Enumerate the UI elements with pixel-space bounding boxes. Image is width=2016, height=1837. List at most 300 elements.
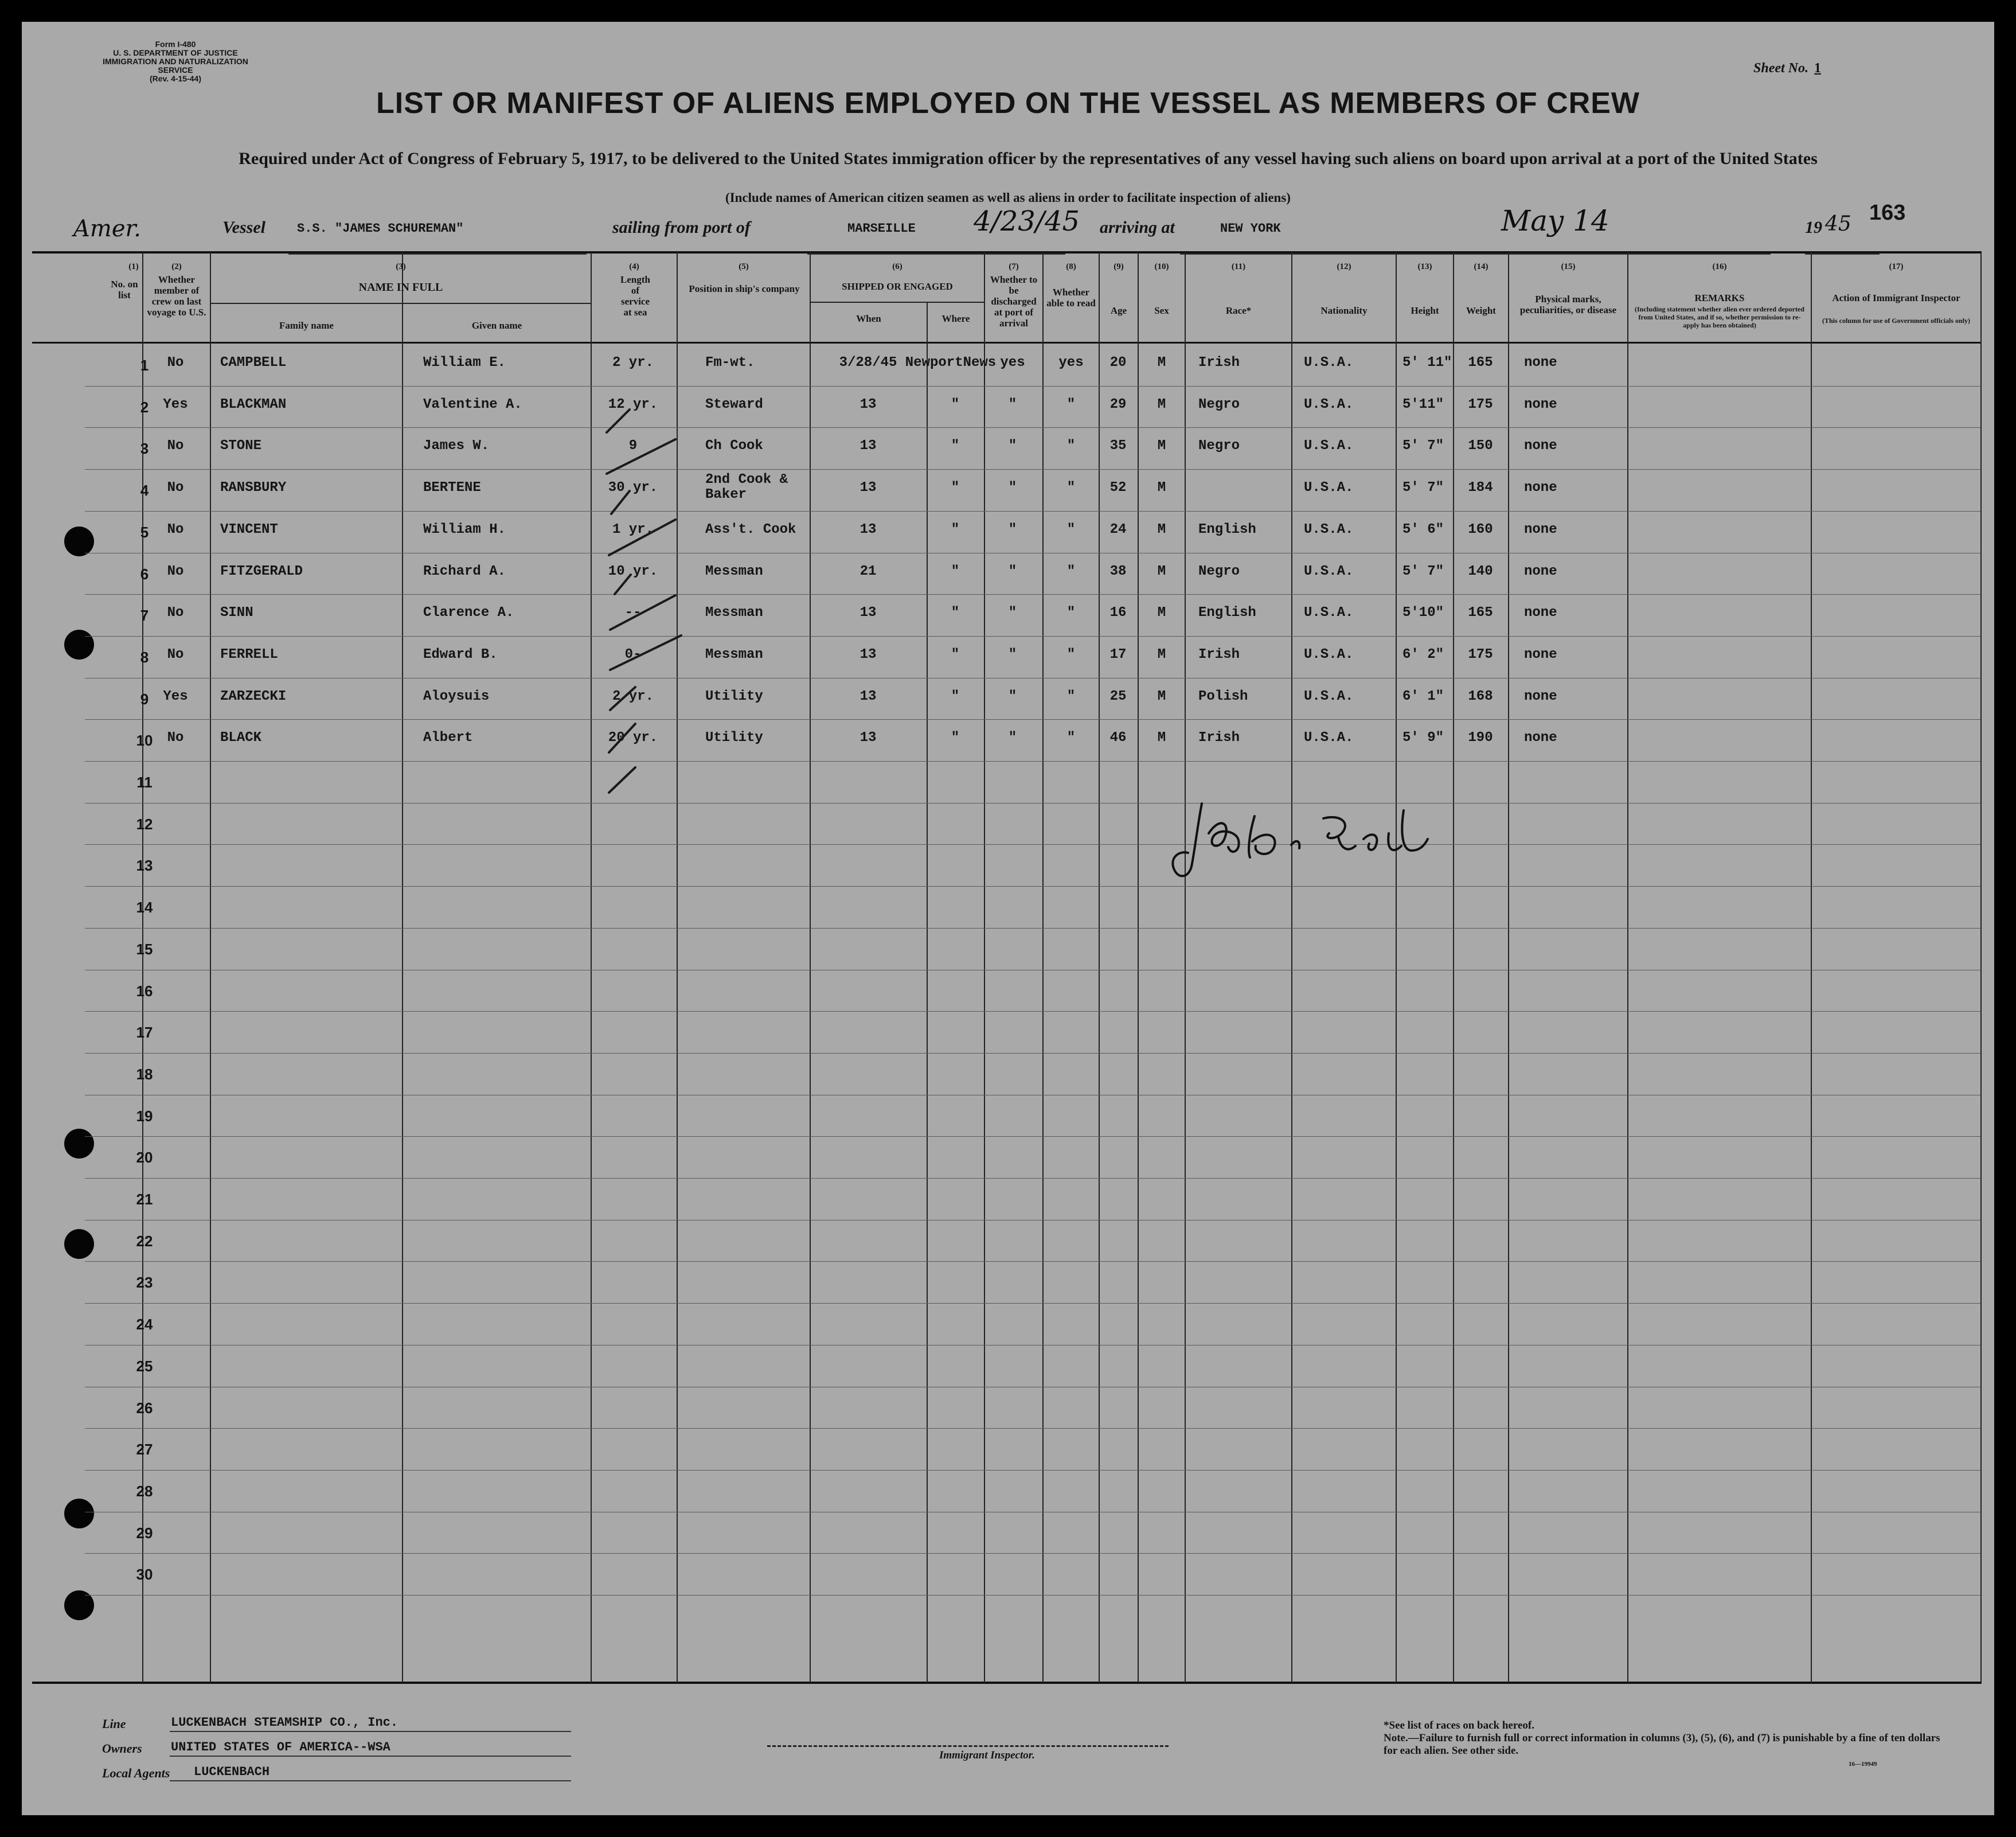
col8-header: Whether able to read <box>1046 287 1096 309</box>
stamped-number: 163 <box>1869 201 1906 225</box>
crew-where: " <box>951 522 960 537</box>
row-line <box>85 844 1980 845</box>
row-number: 4 <box>140 482 149 499</box>
col7-number: (7) <box>1009 262 1019 271</box>
crew-discharged: yes <box>1000 355 1025 370</box>
row-number: 6 <box>140 565 149 583</box>
row-number: 20 <box>136 1149 153 1166</box>
crew-service: 1 yr. <box>612 522 654 537</box>
crew-service: 20 yr. <box>608 730 658 746</box>
crew-sex: M <box>1157 689 1166 704</box>
form-number: Form I-480 <box>155 40 196 49</box>
row-line <box>85 1178 1980 1179</box>
crew-discharged: " <box>1008 438 1017 454</box>
sailing-label: sailing from port of <box>612 218 751 237</box>
crew-sex: M <box>1157 438 1166 454</box>
column-divider <box>1099 252 1100 1683</box>
legal-requirement: Required under Act of Congress of February 5, 1917, to be delivered to the United States immigration officer by the representatives of any vessel having such aliens on board upon arrival at a port of the United States <box>239 149 1818 168</box>
col10-header: Sex <box>1154 305 1169 316</box>
punch-hole <box>64 526 94 556</box>
crew-discharged: " <box>1008 605 1017 621</box>
crew-position: Steward <box>705 397 763 412</box>
col5-number: (5) <box>739 262 749 271</box>
column-divider <box>1396 252 1397 1683</box>
crew-nationality: U.S.A. <box>1304 522 1354 537</box>
crew-discharged: " <box>1008 397 1017 412</box>
crew-when: 21 <box>859 564 877 579</box>
crew-height: 5' 7" <box>1402 564 1444 579</box>
crew-family: BLACKMAN <box>220 397 287 412</box>
crew-where: " <box>951 605 960 621</box>
row-number: 1 <box>140 357 149 374</box>
row-line <box>85 1053 1980 1054</box>
column-divider <box>1291 252 1292 1683</box>
col13-header: Height <box>1411 305 1439 316</box>
crew-marks: none <box>1524 438 1557 454</box>
column-divider <box>1042 252 1044 1683</box>
crew-service: 9 <box>628 438 638 454</box>
row-line <box>85 511 1980 512</box>
crew-sex: M <box>1157 647 1166 662</box>
crew-where: " <box>951 730 960 746</box>
where-header: Where <box>941 313 970 324</box>
row-number: 30 <box>136 1566 153 1583</box>
row-line <box>85 928 1980 929</box>
crew-age: 20 <box>1109 355 1127 370</box>
crew-given: Albert <box>423 730 473 746</box>
crew-last-voyage: No <box>167 730 184 746</box>
crew-age: 38 <box>1109 564 1127 579</box>
crew-weight: 150 <box>1468 438 1493 454</box>
crew-marks: none <box>1524 480 1557 496</box>
crew-marks: none <box>1524 397 1557 412</box>
column-divider <box>1508 252 1509 1683</box>
col2-number: (2) <box>171 262 182 271</box>
row-line <box>85 803 1980 804</box>
arrival-year: 45 <box>1825 212 1851 236</box>
col3-header: NAME IN FULL <box>358 281 443 294</box>
crew-discharged: " <box>1008 564 1017 579</box>
crew-weight: 160 <box>1468 522 1493 537</box>
crew-given: Edward B. <box>423 647 498 662</box>
crew-age: 24 <box>1109 522 1127 537</box>
crew-service: 30 yr. <box>608 480 658 496</box>
crew-given: Richard A. <box>423 564 506 579</box>
crew-last-voyage: No <box>167 605 184 621</box>
column-divider <box>1453 252 1454 1683</box>
vessel-label: Vessel <box>222 218 265 237</box>
crew-height: 5'11" <box>1402 397 1444 412</box>
local-agents-label: Local Agents <box>102 1766 170 1780</box>
given-name-header: Given name <box>471 320 522 331</box>
col9-header: Age <box>1110 305 1127 316</box>
port-underline <box>807 253 1065 255</box>
department-name: U. S. DEPARTMENT OF JUSTICE <box>113 48 238 57</box>
race-note: *See list of races on back hereof. <box>1384 1719 1534 1731</box>
col7-header: Whether to be discharged at port of arrival <box>990 274 1038 329</box>
crew-weight: 184 <box>1468 480 1493 496</box>
form-code: 16—19949 <box>1849 1761 1877 1768</box>
crew-family: CAMPBELL <box>220 355 287 370</box>
row-line <box>85 1011 1980 1012</box>
crew-last-voyage: No <box>167 480 184 496</box>
service-check-marks <box>589 389 687 802</box>
column-divider <box>984 252 985 1683</box>
arrival-date: May 14 <box>1501 204 1609 237</box>
crew-height: 5' 6" <box>1402 522 1444 537</box>
line-label: Line <box>102 1717 126 1731</box>
vessel-nationality: Amer. <box>73 216 141 242</box>
row-line <box>85 1470 1980 1471</box>
crew-discharged: " <box>1008 730 1017 746</box>
col1-header: No. on list <box>111 279 138 301</box>
line-value: LUCKENBACH STEAMSHIP CO., Inc. <box>171 1715 398 1730</box>
crew-sex: M <box>1157 397 1166 412</box>
crew-last-voyage: No <box>167 438 184 454</box>
crew-nationality: U.S.A. <box>1304 689 1354 704</box>
crew-nationality: U.S.A. <box>1304 647 1354 662</box>
crew-marks: none <box>1524 689 1557 704</box>
sheet-number-label: Sheet No. <box>1753 61 1808 76</box>
crew-family: STONE <box>220 438 262 454</box>
crew-race: Irish <box>1198 730 1240 746</box>
crew-family: VINCENT <box>220 522 278 537</box>
crew-where: " <box>951 564 960 579</box>
inspector-signature-line <box>767 1745 1169 1747</box>
row-number: 12 <box>136 816 153 833</box>
col15-header: Physical marks, peculiarities, or disease <box>1519 294 1617 315</box>
col6-header: SHIPPED OR ENGAGED <box>842 281 953 292</box>
crew-nationality: U.S.A. <box>1304 355 1354 370</box>
row-number: 13 <box>136 857 153 874</box>
crew-marks: none <box>1524 522 1557 537</box>
crew-where: " <box>951 647 960 662</box>
table-top-rule <box>32 251 1982 253</box>
col9-number: (9) <box>1114 262 1124 271</box>
row-number: 23 <box>136 1274 153 1291</box>
crew-weight: 165 <box>1468 605 1493 621</box>
crew-given: William E. <box>423 355 506 370</box>
form-identifier <box>95 40 256 83</box>
crew-read: " <box>1066 522 1076 537</box>
row-line <box>85 1136 1980 1137</box>
row-line <box>85 1261 1980 1262</box>
crew-sex: M <box>1157 605 1166 621</box>
crew-position: Messman <box>705 605 763 621</box>
crew-height: 5'10" <box>1402 605 1444 621</box>
crew-race: Irish <box>1198 355 1240 370</box>
binder-holes <box>22 22 85 1815</box>
document-title: LIST OR MANIFEST OF ALIENS EMPLOYED ON THE VESSEL AS MEMBERS OF CREW <box>376 87 1640 120</box>
crew-where: " <box>951 438 960 454</box>
column-divider <box>1138 252 1139 1683</box>
crew-race: Irish <box>1198 647 1240 662</box>
crew-when: 13 <box>859 730 877 746</box>
crew-sex: M <box>1157 730 1166 746</box>
row-line <box>85 469 1980 470</box>
crew-read: yes <box>1058 355 1084 370</box>
row-number: 3 <box>140 440 149 457</box>
crew-nationality: U.S.A. <box>1304 480 1354 496</box>
crew-age: 52 <box>1109 480 1127 496</box>
crew-position: Messman <box>705 647 763 662</box>
owners-underline <box>170 1756 571 1757</box>
crew-family: RANSBURY <box>220 480 287 496</box>
row-line <box>85 1428 1980 1429</box>
arrival-underline <box>1180 253 1771 255</box>
col16-subheader: (Including statement whether alien ever ordered deported from United States, and if so, whether permission to re-apply has been obtained) <box>1635 305 1804 329</box>
row-number: 28 <box>136 1483 153 1500</box>
crew-age: 29 <box>1109 397 1127 412</box>
col16-header: REMARKS <box>1694 292 1745 303</box>
crew-nationality: U.S.A. <box>1304 564 1354 579</box>
crew-discharged: " <box>1008 480 1017 496</box>
crew-race: Negro <box>1198 438 1240 454</box>
col17-number: (17) <box>1889 262 1904 271</box>
crew-given: William H. <box>423 522 506 537</box>
crew-read: " <box>1066 564 1076 579</box>
column-divider <box>1811 252 1812 1683</box>
crew-given: Clarence A. <box>423 605 514 621</box>
crew-nationality: U.S.A. <box>1304 397 1354 412</box>
owners-label: Owners <box>102 1741 142 1756</box>
crew-race: Polish <box>1198 689 1248 704</box>
crew-position: Ch Cook <box>705 438 763 454</box>
shipped-subheader-rule <box>810 302 984 303</box>
row-number: 10 <box>136 732 153 749</box>
crew-sex: M <box>1157 355 1166 370</box>
crew-race: English <box>1198 605 1256 621</box>
crew-service: 10 yr. <box>608 564 658 579</box>
crew-where: " <box>951 689 960 704</box>
line-underline <box>170 1731 571 1732</box>
table-bottom-rule <box>32 1682 1982 1684</box>
port-of-arrival: NEW YORK <box>1220 221 1281 236</box>
col6-number: (6) <box>892 262 902 271</box>
crew-service: -- <box>624 605 642 621</box>
column-divider <box>1627 252 1628 1683</box>
row-number: 21 <box>136 1191 153 1208</box>
owners-value: UNITED STATES OF AMERICA--WSA <box>171 1740 390 1754</box>
row-number: 15 <box>136 941 153 958</box>
crew-read: " <box>1066 605 1076 621</box>
sailing-date: 4/23/45 <box>974 205 1080 237</box>
crew-sex: M <box>1157 522 1166 537</box>
column-divider <box>210 252 211 1683</box>
crew-weight: 140 <box>1468 564 1493 579</box>
crew-height: 5' 9" <box>1402 730 1444 746</box>
crew-marks: none <box>1524 730 1557 746</box>
crew-read: " <box>1066 480 1076 496</box>
crew-marks: none <box>1524 564 1557 579</box>
crew-nationality: U.S.A. <box>1304 605 1354 621</box>
crew-position: Utility <box>705 689 763 704</box>
crew-position: Utility <box>705 730 763 746</box>
col17-subheader: (This column for use of Government officials only) <box>1822 317 1971 325</box>
sheet-number-value: 1 <box>1814 61 1821 76</box>
row-number: 27 <box>136 1441 153 1458</box>
col11-header: Race* <box>1225 305 1252 316</box>
column-divider <box>810 252 811 1683</box>
crew-when: 13 <box>859 689 877 704</box>
row-line <box>85 1303 1980 1304</box>
punch-hole <box>64 630 94 660</box>
crew-service: 12 yr. <box>608 397 658 412</box>
crew-family: SINN <box>220 605 253 621</box>
row-number: 5 <box>140 524 149 541</box>
crew-read: " <box>1066 438 1076 454</box>
crew-given: James W. <box>423 438 490 454</box>
row-line <box>85 761 1980 762</box>
name-subheader-rule <box>210 303 591 304</box>
crew-when: 13 <box>859 522 877 537</box>
row-line <box>85 386 1980 387</box>
row-number: 8 <box>140 649 149 666</box>
crew-height: 5' 11" <box>1402 355 1452 370</box>
local-agents-value: LUCKENBACH <box>194 1765 270 1779</box>
column-divider <box>402 252 403 1683</box>
crew-weight: 165 <box>1468 355 1493 370</box>
col11-number: (11) <box>1231 262 1246 271</box>
crew-position: Ass't. Cook <box>705 522 796 537</box>
inspector-label: Immigrant Inspector. <box>939 1749 1035 1761</box>
crew-service: 2 yr. <box>612 355 654 370</box>
crew-when: 13 <box>859 605 877 621</box>
manifest-sheet <box>22 22 1994 1815</box>
crew-read: " <box>1066 647 1076 662</box>
col5-header: Position in ship's company <box>689 283 800 294</box>
header-bottom-rule <box>32 342 1982 344</box>
col4-number: (4) <box>629 262 639 271</box>
row-line <box>85 886 1980 887</box>
crew-last-voyage: No <box>167 355 184 370</box>
crew-last-voyage: No <box>167 647 184 662</box>
col10-number: (10) <box>1154 262 1169 271</box>
crew-last-voyage: No <box>167 522 184 537</box>
row-number: 16 <box>136 982 153 1000</box>
row-line <box>85 427 1980 428</box>
col8-number: (8) <box>1066 262 1076 271</box>
row-line <box>85 1553 1980 1554</box>
crew-height: 5' 7" <box>1402 480 1444 496</box>
crew-marks: none <box>1524 355 1557 370</box>
crew-nationality: U.S.A. <box>1304 438 1354 454</box>
crew-position: 2nd Cook & Baker <box>705 472 788 502</box>
row-number: 2 <box>140 399 149 416</box>
crew-family: BLACK <box>220 730 262 746</box>
crew-weight: 190 <box>1468 730 1493 746</box>
col16-number: (16) <box>1712 262 1727 271</box>
col1-number: (1) <box>128 262 139 271</box>
crew-family: FERRELL <box>220 647 278 662</box>
row-line <box>85 1595 1980 1596</box>
punch-hole <box>64 1499 94 1528</box>
crew-position: Fm-wt. <box>705 355 755 370</box>
year-underline <box>1805 253 1880 255</box>
row-number: 25 <box>136 1358 153 1375</box>
service-name: IMMIGRATION AND NATURALIZATION SERVICE <box>103 57 248 75</box>
crew-read: " <box>1066 730 1076 746</box>
crew-family: FITZGERALD <box>220 564 303 579</box>
crew-where: NewportNews <box>905 355 997 370</box>
crew-height: 6' 1" <box>1402 689 1444 704</box>
crew-sex: M <box>1157 564 1166 579</box>
row-number: 29 <box>136 1524 153 1542</box>
crew-race: Negro <box>1198 397 1240 412</box>
row-number: 18 <box>136 1066 153 1083</box>
crew-given: Valentine A. <box>423 397 522 412</box>
col3-number: (3) <box>396 262 406 271</box>
crew-when: 13 <box>859 647 877 662</box>
col17-header: Action of Immigrant Inspector <box>1832 292 1960 303</box>
crew-when: 13 <box>859 480 877 496</box>
sheet-number <box>1753 61 1821 76</box>
crew-race: Negro <box>1198 564 1240 579</box>
row-number: 11 <box>136 774 153 791</box>
crew-read: " <box>1066 689 1076 704</box>
form-revision: (Rev. 4-15-44) <box>149 74 201 83</box>
row-number: 17 <box>136 1024 153 1041</box>
column-divider <box>927 303 928 1683</box>
agents-underline <box>170 1780 571 1781</box>
crew-height: 6' 2" <box>1402 647 1444 662</box>
crew-last-voyage: No <box>167 564 184 579</box>
row-number: 26 <box>136 1399 153 1417</box>
col2-header: Whether member of crew on last voyage to U.S. <box>147 274 206 318</box>
row-line <box>85 594 1980 595</box>
col4-header: Length of service at sea <box>620 274 650 318</box>
crew-where: " <box>951 397 960 412</box>
crew-marks: none <box>1524 647 1557 662</box>
crew-age: 16 <box>1109 605 1127 621</box>
crew-when: 13 <box>859 438 877 454</box>
crew-family: ZARZECKI <box>220 689 287 704</box>
crew-position: Messman <box>705 564 763 579</box>
row-line <box>85 719 1980 720</box>
penalty-note: Note.—Failure to furnish full or correct information in columns (3), (5), (6), and (7) is punishable by a fine of ten dollars for each alien. See other side. <box>1384 1732 1940 1757</box>
row-number: 9 <box>140 691 149 708</box>
crew-given: BERTENE <box>423 480 481 496</box>
col14-number: (14) <box>1474 262 1488 271</box>
port-of-departure: MARSEILLE <box>847 221 916 236</box>
row-line <box>85 636 1980 637</box>
row-number: 7 <box>140 607 149 624</box>
crew-weight: 168 <box>1468 689 1493 704</box>
column-divider <box>1980 252 1982 1683</box>
crew-marks: none <box>1524 605 1557 621</box>
crew-nationality: U.S.A. <box>1304 730 1354 746</box>
crew-last-voyage: Yes <box>163 397 188 412</box>
row-number: 19 <box>136 1107 153 1125</box>
row-number: 24 <box>136 1316 153 1333</box>
crew-age: 46 <box>1109 730 1127 746</box>
row-number: 14 <box>136 899 153 916</box>
col13-number: (13) <box>1417 262 1432 271</box>
crew-height: 5' 7" <box>1402 438 1444 454</box>
include-note: (Include names of American citizen seamen as well as aliens in order to facilitate inspection of aliens) <box>725 190 1291 205</box>
col12-number: (12) <box>1337 262 1351 271</box>
crew-discharged: " <box>1008 647 1017 662</box>
crew-discharged: " <box>1008 522 1017 537</box>
vessel-name: S.S. "JAMES SCHUREMAN" <box>297 221 464 236</box>
crew-read: " <box>1066 397 1076 412</box>
crew-given: Aloysuis <box>423 689 490 704</box>
crew-where: " <box>951 480 960 496</box>
crew-service: 2 yr. <box>612 689 654 704</box>
crew-race: English <box>1198 522 1256 537</box>
crew-last-voyage: Yes <box>163 689 188 704</box>
footer-notes <box>1384 1719 1945 1757</box>
